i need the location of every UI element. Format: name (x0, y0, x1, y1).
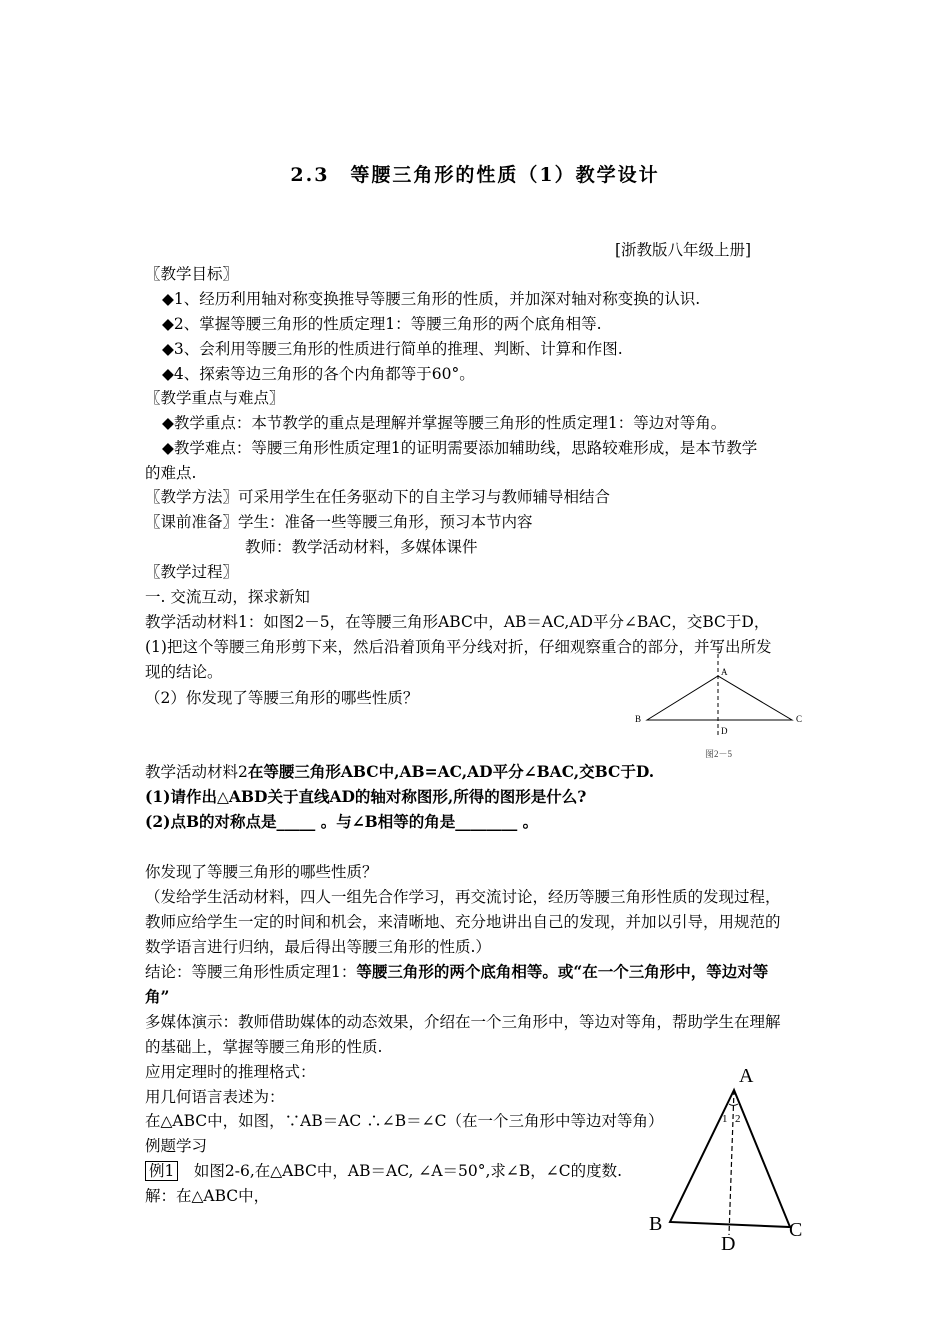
discover-question: 你发现了等腰三角形的哪些性质？ (145, 863, 378, 881)
geometry-statement: 在△ABC中，如图，∵AB＝AC ∴∠B＝∠C（在一个三角形中等边对等角） (145, 1112, 664, 1130)
isosceles-triangle (647, 676, 792, 720)
point-d-label: D (721, 726, 728, 736)
geometry-language: 用几何语言表述为： (145, 1088, 285, 1106)
vertex-a-label: A (721, 667, 728, 677)
key-points-heading: 〖教学重点与难点〗 (145, 389, 285, 407)
question-1: (1)把这个等腰三角形剪下来，然后沿着顶角平分线对折，仔细观察重合的部分，并写出所发 (145, 638, 772, 656)
edition-label: [浙教版八年级上册] (615, 241, 752, 259)
objective-item: ◆2、掌握等腰三角形的性质定理1：等腰三角形的两个底角相等. (162, 315, 602, 333)
page-title: 2.3 等腰三角形的性质（1）教学设计 (290, 164, 660, 186)
conclusion-theorem-cont: 角” (145, 987, 170, 1006)
question-1-cont: 现的结论。 (145, 663, 223, 681)
prep-student: 〖课前准备〗学生：准备一些等腰三角形，预习本节内容 (145, 513, 533, 531)
conclusion-label: 结论：等腰三角形性质定理1： (145, 963, 357, 981)
angle-2-label: 2 (735, 1113, 741, 1125)
teacher-note: （发给学生活动材料，四人一组先合作学习，再交流讨论，经历等腰三角形性质的发现过程， (145, 888, 781, 906)
example-text: 如图2-6,在△ABC中，AB＝AC, ∠A＝50°,求∠B，∠C的度数. (178, 1162, 623, 1180)
vertex-a-label: A (739, 1065, 754, 1087)
question-2: （2）你发现了等腰三角形的哪些性质？ (145, 689, 419, 707)
vertex-c-label: C (796, 714, 803, 724)
material-1: 教学活动材料1：如图2－5，在等腰三角形ABC中，AB＝AC,AD平分∠BAC，交BC于D， (145, 613, 770, 631)
material-2-question-1: (1)请作出△ABD关于直线AD的轴对称图形,所得的图形是什么? (145, 787, 587, 806)
process-heading: 〖教学过程〗 (145, 563, 239, 581)
material-2 (145, 762, 654, 782)
conclusion (145, 962, 768, 982)
media-demo-cont: 的基础上，掌握等腰三角形的性质. (145, 1038, 383, 1056)
example-label: 例1 (145, 1161, 178, 1181)
vertex-b-label: B (649, 1213, 663, 1235)
objective-item: ◆3、会利用等腰三角形的性质进行简单的推理、判断、计算和作图. (162, 340, 623, 358)
angle-1-label: 1 (722, 1113, 728, 1125)
vertex-c-label: C (789, 1219, 803, 1241)
conclusion-theorem: 等腰三角形的两个底角相等。或“在一个三角形中，等边对等 (356, 962, 769, 981)
teacher-note-cont: 教师应给学生一定的时间和机会，来清晰地、充分地讲出自己的发现，并加以引导，用规范的 (145, 913, 781, 931)
solution-start: 解：在△ABC中， (145, 1187, 270, 1205)
media-demo: 多媒体演示：教师借助媒体的动态效果，介绍在一个三角形中，等边对等角，帮助学生在理解 (145, 1013, 781, 1031)
angle-bisector-line (729, 1090, 734, 1235)
material-2-text: 在等腰三角形ABC中,AB=AC,AD平分∠BAC,交BC于D. (247, 762, 655, 781)
figure-2-6 (645, 1060, 815, 1255)
objective-item: ◆4、探索等边三角形的各个内角都等于60°。 (162, 365, 475, 383)
reasoning-format: 应用定理时的推理格式： (145, 1063, 316, 1081)
material-2-question-2: (2)点B的对称点是_____ 。与∠B相等的角是________ 。 (145, 812, 539, 831)
teacher-note-end: 数学语言进行归纳，最后得出等腰三角形的性质.） (145, 938, 491, 956)
example-1 (145, 1161, 622, 1181)
vertex-angle-arc (729, 1104, 738, 1106)
figure-2-5 (625, 640, 810, 762)
objective-item: ◆1、经历利用轴对称变换推导等腰三角形的性质，并加深对轴对称变换的认识. (162, 290, 701, 308)
teaching-method: 〖教学方法〗可采用学生在任务驱动下的自主学习与教师辅导相结合 (145, 488, 611, 506)
objectives-heading: 〖教学目标〗 (145, 265, 239, 283)
vertex-b-label: B (635, 714, 642, 724)
section-heading: 一. 交流互动，探求新知 (145, 588, 310, 606)
key-difficulty-cont: 的难点. (145, 464, 197, 482)
prep-teacher: 教师：教学活动材料，多媒体课件 (245, 538, 478, 556)
figure-caption: 图2－5 (705, 749, 733, 759)
key-difficulty: ◆教学难点：等腰三角形性质定理1的证明需要添加辅助线，思路较难形成，是本节教学 (162, 439, 758, 457)
point-d-label: D (721, 1233, 736, 1255)
example-heading: 例题学习 (145, 1137, 208, 1155)
material-2-label: 教学活动材料2 (145, 763, 248, 781)
key-focus: ◆教学重点：本节教学的重点是理解并掌握等腰三角形的性质定理1：等边对等角。 (162, 414, 727, 432)
